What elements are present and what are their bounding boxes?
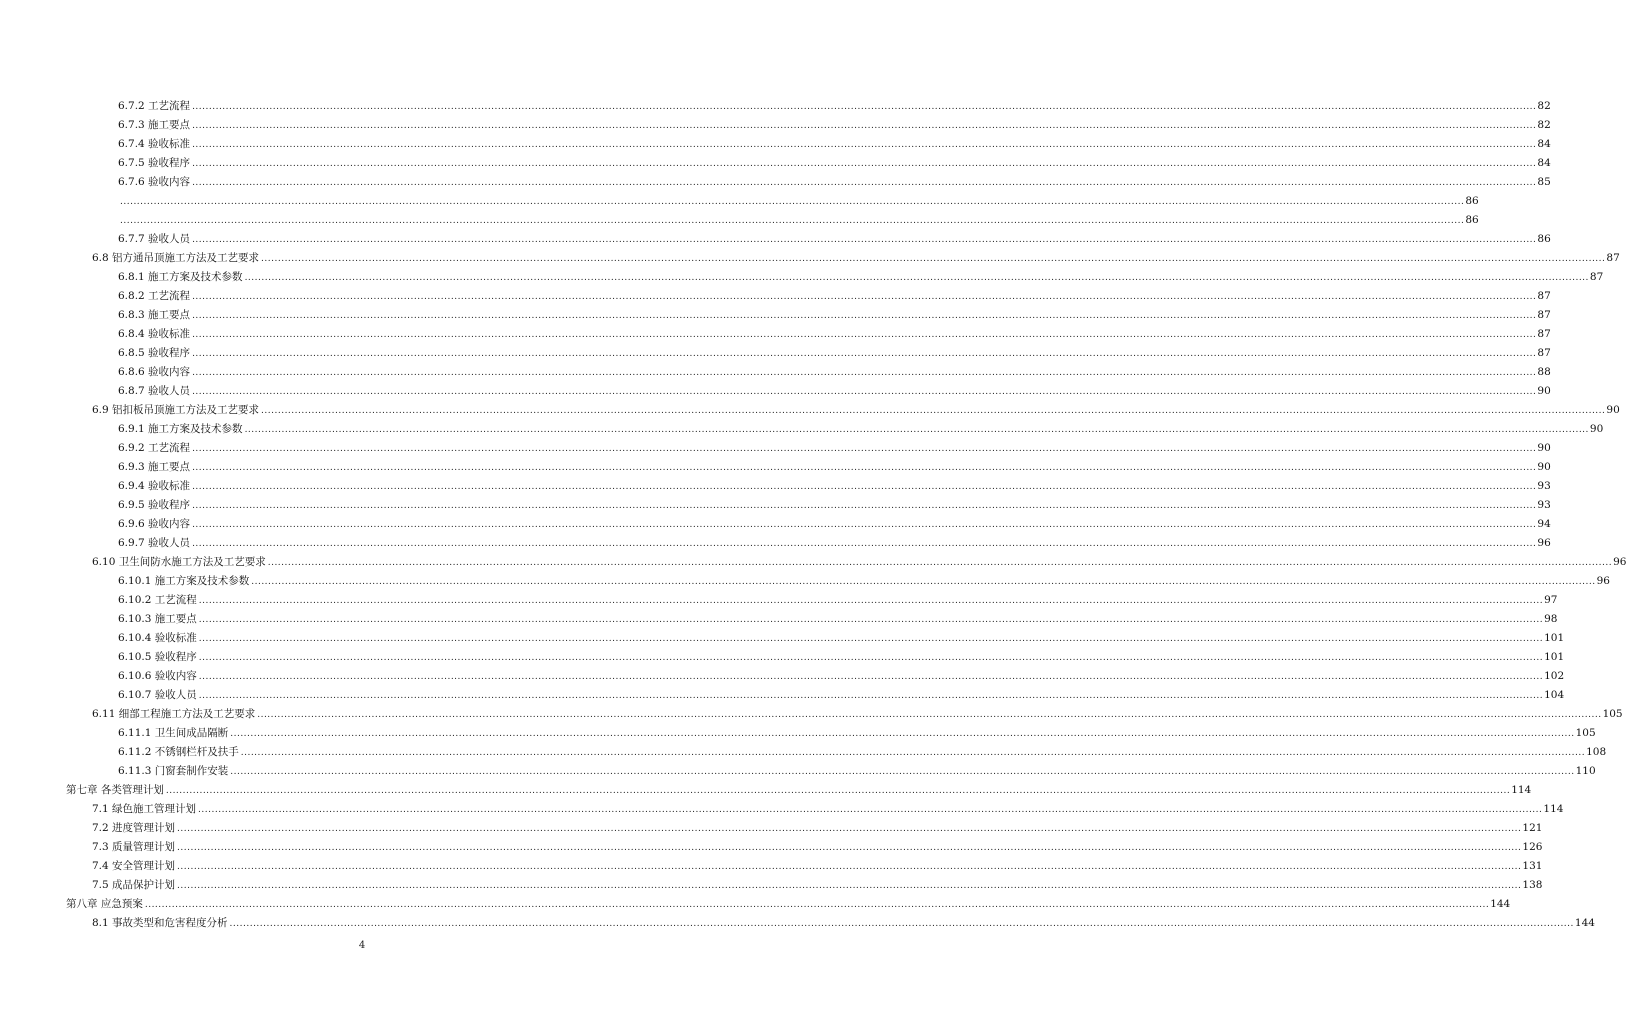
toc-entry-page: 138 [1522, 879, 1543, 891]
toc-entry-page: 97 [1544, 594, 1558, 606]
toc-entry-page: 104 [1544, 689, 1565, 701]
toc-entry[interactable] [0, 743, 1607, 762]
toc-dot-leader: ................................................................................................................................................................................................................................................................................................................................................................................................................ [198, 596, 1544, 606]
toc-entry[interactable] [0, 762, 1596, 781]
toc-entry-page: 87 [1589, 271, 1604, 283]
toc-entry-title: 6.7.4 验收标准 [118, 138, 191, 150]
toc-entry-title: 6.7.7 验收人员 [118, 233, 191, 245]
toc-entry-title: 7.5 成品保护计划 [92, 879, 176, 891]
toc-dot-leader: ................................................................................................................................................................................................................................................................................................................................................................................................................ [120, 216, 1465, 226]
toc-entry-page: 96 [1596, 575, 1610, 587]
toc-dot-leader: ................................................................................................................................................................................................................................................................................................................................................................................................................ [177, 862, 1522, 872]
toc-entry-title: 7.4 安全管理计划 [92, 860, 176, 872]
toc-entry[interactable] [0, 97, 1551, 116]
toc-entry[interactable] [0, 154, 1551, 173]
toc-entry[interactable] [0, 477, 1551, 496]
toc-entry-title: 6.7.5 验收程序 [118, 157, 191, 169]
toc-entry-page: 126 [1522, 841, 1543, 853]
toc-entry[interactable] [0, 553, 1626, 572]
toc-entry-title: 6.7.3 施工要点 [118, 119, 191, 131]
toc-entry-page: 90 [1606, 404, 1620, 416]
toc-entry[interactable] [0, 382, 1551, 401]
toc-entry-page: 85 [1537, 176, 1551, 188]
toc-entry[interactable] [0, 857, 1543, 876]
toc-dot-leader: ................................................................................................................................................................................................................................................................................................................................................................................................................ [244, 425, 1589, 435]
toc-entry-title: 6.8 铝方通吊顶施工方法及工艺要求 [92, 252, 260, 264]
toc-dot-leader: ................................................................................................................................................................................................................................................................................................................................................................................................................ [251, 577, 1596, 587]
toc-entry[interactable] [0, 876, 1543, 895]
toc-entry[interactable] [0, 249, 1620, 268]
toc-entry[interactable] [0, 230, 1551, 249]
toc-entry-page: 108 [1586, 746, 1607, 758]
toc-dot-leader: ................................................................................................................................................................................................................................................................................................................................................................................................................ [192, 159, 1537, 169]
toc-entry-page: 144 [1574, 917, 1595, 929]
toc-entry[interactable] [0, 458, 1551, 477]
toc-dot-leader: ................................................................................................................................................................................................................................................................................................................................................................................................................ [198, 615, 1544, 625]
toc-entry-page: 96 [1537, 537, 1551, 549]
toc-entry[interactable] [0, 572, 1610, 591]
toc-entry[interactable] [0, 534, 1551, 553]
toc-entry[interactable] [0, 705, 1623, 724]
toc-entry-title: 第八章 应急预案 [66, 898, 143, 910]
toc-entry[interactable] [0, 686, 1565, 705]
toc-entry[interactable] [0, 648, 1565, 667]
toc-entry-title: 6.11.2 不锈钢栏杆及扶手 [118, 746, 239, 758]
toc-entry-title: 6.10 卫生间防水施工方法及工艺要求 [92, 556, 266, 568]
toc-entry-title: 第七章 各类管理计划 [66, 784, 164, 796]
toc-dot-leader: ................................................................................................................................................................................................................................................................................................................................................................................................................ [267, 558, 1613, 568]
table-of-contents [0, 97, 1626, 933]
toc-entry[interactable] [0, 192, 1479, 211]
toc-dot-leader: ................................................................................................................................................................................................................................................................................................................................................................................................................ [230, 767, 1575, 777]
toc-dot-leader: ................................................................................................................................................................................................................................................................................................................................................................................................................ [177, 881, 1522, 891]
toc-entry-page: 121 [1522, 822, 1543, 834]
toc-entry-page: 101 [1544, 651, 1565, 663]
toc-entry[interactable] [0, 306, 1551, 325]
toc-entry-page: 94 [1537, 518, 1551, 530]
toc-entry-page: 93 [1537, 499, 1551, 511]
toc-entry-page: 98 [1544, 613, 1558, 625]
toc-entry-page: 82 [1537, 100, 1551, 112]
toc-dot-leader: ................................................................................................................................................................................................................................................................................................................................................................................................................ [192, 482, 1537, 492]
toc-dot-leader: ................................................................................................................................................................................................................................................................................................................................................................................................................ [120, 197, 1465, 207]
toc-entry[interactable] [0, 838, 1543, 857]
toc-entry-page: 90 [1537, 442, 1551, 454]
toc-entry-page: 96 [1613, 556, 1626, 568]
toc-entry-page: 90 [1537, 461, 1551, 473]
toc-dot-leader: ................................................................................................................................................................................................................................................................................................................................................................................................................ [230, 729, 1575, 739]
toc-entry-title: 6.8.1 施工方案及技术参数 [118, 271, 243, 283]
toc-entry-page: 87 [1537, 290, 1551, 302]
toc-entry-title: 6.11 细部工程施工方法及工艺要求 [92, 708, 256, 720]
toc-entry[interactable] [0, 344, 1551, 363]
toc-dot-leader: ................................................................................................................................................................................................................................................................................................................................................................................................................ [244, 273, 1589, 283]
toc-entry[interactable] [0, 287, 1551, 306]
toc-entry-page: 88 [1537, 366, 1551, 378]
toc-entry-title: 6.9.7 验收人员 [118, 537, 191, 549]
toc-entry-title: 6.9.1 施工方案及技术参数 [118, 423, 243, 435]
toc-entry[interactable] [0, 439, 1551, 458]
toc-entry-page: 82 [1537, 119, 1551, 131]
toc-entry-title: 6.7.6 验收内容 [118, 176, 191, 188]
toc-dot-leader: ................................................................................................................................................................................................................................................................................................................................................................................................................ [165, 786, 1511, 796]
toc-entry-page: 90 [1589, 423, 1604, 435]
toc-dot-leader: ................................................................................................................................................................................................................................................................................................................................................................................................................ [144, 900, 1490, 910]
toc-entry[interactable] [0, 724, 1596, 743]
toc-entry-page: 86 [1537, 233, 1551, 245]
toc-entry[interactable] [0, 914, 1595, 933]
toc-entry-title: 6.10.4 验收标准 [118, 632, 197, 644]
toc-entry-page: 101 [1544, 632, 1565, 644]
toc-entry-title: 7.3 质量管理计划 [92, 841, 176, 853]
toc-entry[interactable] [0, 819, 1543, 838]
toc-entry-page: 114 [1543, 803, 1564, 815]
toc-entry-page: 87 [1537, 328, 1551, 340]
toc-dot-leader: ................................................................................................................................................................................................................................................................................................................................................................................................................ [240, 748, 1586, 758]
toc-entry-page: 84 [1537, 157, 1551, 169]
toc-dot-leader: ................................................................................................................................................................................................................................................................................................................................................................................................................ [192, 330, 1537, 340]
toc-dot-leader: ................................................................................................................................................................................................................................................................................................................................................................................................................ [192, 235, 1537, 245]
toc-entry-title: 6.8.7 验收人员 [118, 385, 191, 397]
toc-entry[interactable] [0, 363, 1551, 382]
toc-dot-leader: ................................................................................................................................................................................................................................................................................................................................................................................................................ [192, 121, 1537, 131]
toc-dot-leader: ................................................................................................................................................................................................................................................................................................................................................................................................................ [198, 805, 1543, 815]
toc-entry-page: 90 [1537, 385, 1551, 397]
toc-entry-page: 114 [1511, 784, 1532, 796]
toc-entry[interactable] [0, 610, 1558, 629]
toc-dot-leader: ................................................................................................................................................................................................................................................................................................................................................................................................................ [192, 539, 1537, 549]
toc-dot-leader: ................................................................................................................................................................................................................................................................................................................................................................................................................ [229, 919, 1574, 929]
toc-entry-title: 6.8.3 施工要点 [118, 309, 191, 321]
toc-entry-page: 86 [1465, 195, 1479, 207]
toc-entry-title: 6.10.6 验收内容 [118, 670, 197, 682]
toc-entry[interactable] [0, 895, 1511, 914]
toc-entry-page: 86 [1465, 214, 1479, 226]
toc-dot-leader: ................................................................................................................................................................................................................................................................................................................................................................................................................ [192, 387, 1537, 397]
toc-entry[interactable] [0, 211, 1479, 230]
toc-entry[interactable] [0, 325, 1551, 344]
toc-dot-leader: ................................................................................................................................................................................................................................................................................................................................................................................................................ [192, 178, 1537, 188]
toc-entry-title: 6.9.2 工艺流程 [118, 442, 191, 454]
toc-dot-leader: ................................................................................................................................................................................................................................................................................................................................................................................................................ [177, 843, 1522, 853]
toc-dot-leader: ................................................................................................................................................................................................................................................................................................................................................................................................................ [192, 102, 1537, 112]
toc-dot-leader: ................................................................................................................................................................................................................................................................................................................................................................................................................ [192, 349, 1537, 359]
toc-entry-title: 6.11.3 门窗套制作安装 [118, 765, 229, 777]
toc-entry-title: 6.10.5 验收程序 [118, 651, 197, 663]
toc-entry-page: 105 [1602, 708, 1623, 720]
toc-entry-title: 7.1 绿色施工管理计划 [92, 803, 197, 815]
toc-dot-leader: ................................................................................................................................................................................................................................................................................................................................................................................................................ [192, 311, 1537, 321]
toc-dot-leader: ................................................................................................................................................................................................................................................................................................................................................................................................................ [192, 520, 1537, 530]
toc-entry-page: 87 [1537, 309, 1551, 321]
toc-entry-title: 6.8.6 验收内容 [118, 366, 191, 378]
toc-entry[interactable] [0, 800, 1564, 819]
toc-entry[interactable] [0, 591, 1558, 610]
toc-dot-leader: ................................................................................................................................................................................................................................................................................................................................................................................................................ [198, 653, 1544, 663]
toc-entry-title: 7.2 进度管理计划 [92, 822, 176, 834]
toc-entry-title: 6.7.2 工艺流程 [118, 100, 191, 112]
toc-entry-title: 6.8.5 验收程序 [118, 347, 191, 359]
toc-entry-title: 6.8.4 验收标准 [118, 328, 191, 340]
toc-dot-leader: ................................................................................................................................................................................................................................................................................................................................................................................................................ [177, 824, 1522, 834]
toc-dot-leader: ................................................................................................................................................................................................................................................................................................................................................................................................................ [192, 444, 1537, 454]
toc-dot-leader: ................................................................................................................................................................................................................................................................................................................................................................................................................ [192, 463, 1537, 473]
toc-dot-leader: ................................................................................................................................................................................................................................................................................................................................................................................................................ [192, 140, 1537, 150]
toc-entry-title: 8.1 事故类型和危害程度分析 [92, 917, 228, 929]
toc-dot-leader: ................................................................................................................................................................................................................................................................................................................................................................................................................ [261, 254, 1606, 264]
toc-entry[interactable] [0, 629, 1565, 648]
toc-entry-page: 131 [1522, 860, 1543, 872]
toc-dot-leader: ................................................................................................................................................................................................................................................................................................................................................................................................................ [192, 292, 1537, 302]
toc-entry-title: 6.10.2 工艺流程 [118, 594, 197, 606]
toc-entry-page: 110 [1575, 765, 1596, 777]
toc-entry-title: 6.9.4 验收标准 [118, 480, 191, 492]
toc-entry[interactable] [0, 420, 1604, 439]
toc-entry-title: 6.10.7 验收人员 [118, 689, 197, 701]
toc-entry[interactable] [0, 496, 1551, 515]
toc-entry-title: 6.9.6 验收内容 [118, 518, 191, 530]
toc-entry[interactable] [0, 135, 1551, 154]
toc-entry-page: 87 [1537, 347, 1551, 359]
toc-entry[interactable] [0, 781, 1532, 800]
toc-entry-title: 6.8.2 工艺流程 [118, 290, 191, 302]
toc-entry-title: 6.10.1 施工方案及技术参数 [118, 575, 250, 587]
toc-entry-page: 87 [1606, 252, 1620, 264]
toc-dot-leader: ................................................................................................................................................................................................................................................................................................................................................................................................................ [192, 501, 1537, 511]
toc-entry-title: 6.9 铝扣板吊顶施工方法及工艺要求 [92, 404, 260, 416]
toc-entry[interactable] [0, 401, 1620, 420]
toc-entry-page: 102 [1544, 670, 1565, 682]
toc-dot-leader: ................................................................................................................................................................................................................................................................................................................................................................................................................ [198, 672, 1544, 682]
toc-dot-leader: ................................................................................................................................................................................................................................................................................................................................................................................................................ [261, 406, 1606, 416]
toc-dot-leader: ................................................................................................................................................................................................................................................................................................................................................................................................................ [192, 368, 1537, 378]
toc-entry-page: 93 [1537, 480, 1551, 492]
toc-entry-title: 6.11.1 卫生间成品隔断 [118, 727, 229, 739]
toc-dot-leader: ................................................................................................................................................................................................................................................................................................................................................................................................................ [198, 691, 1544, 701]
toc-dot-leader: ................................................................................................................................................................................................................................................................................................................................................................................................................ [198, 634, 1544, 644]
toc-entry[interactable] [0, 116, 1551, 135]
toc-entry-title: 6.10.3 施工要点 [118, 613, 197, 625]
toc-entry[interactable] [0, 667, 1565, 686]
toc-entry-page: 84 [1537, 138, 1551, 150]
toc-entry-page: 105 [1575, 727, 1596, 739]
toc-entry[interactable] [0, 515, 1551, 534]
toc-entry[interactable] [0, 173, 1551, 192]
toc-entry[interactable] [0, 268, 1604, 287]
toc-entry-title: 6.9.3 施工要点 [118, 461, 191, 473]
toc-dot-leader: ................................................................................................................................................................................................................................................................................................................................................................................................................ [257, 710, 1602, 720]
toc-entry-page: 144 [1490, 898, 1511, 910]
page-number: 4 [358, 940, 366, 951]
toc-entry-title: 6.9.5 验收程序 [118, 499, 191, 511]
